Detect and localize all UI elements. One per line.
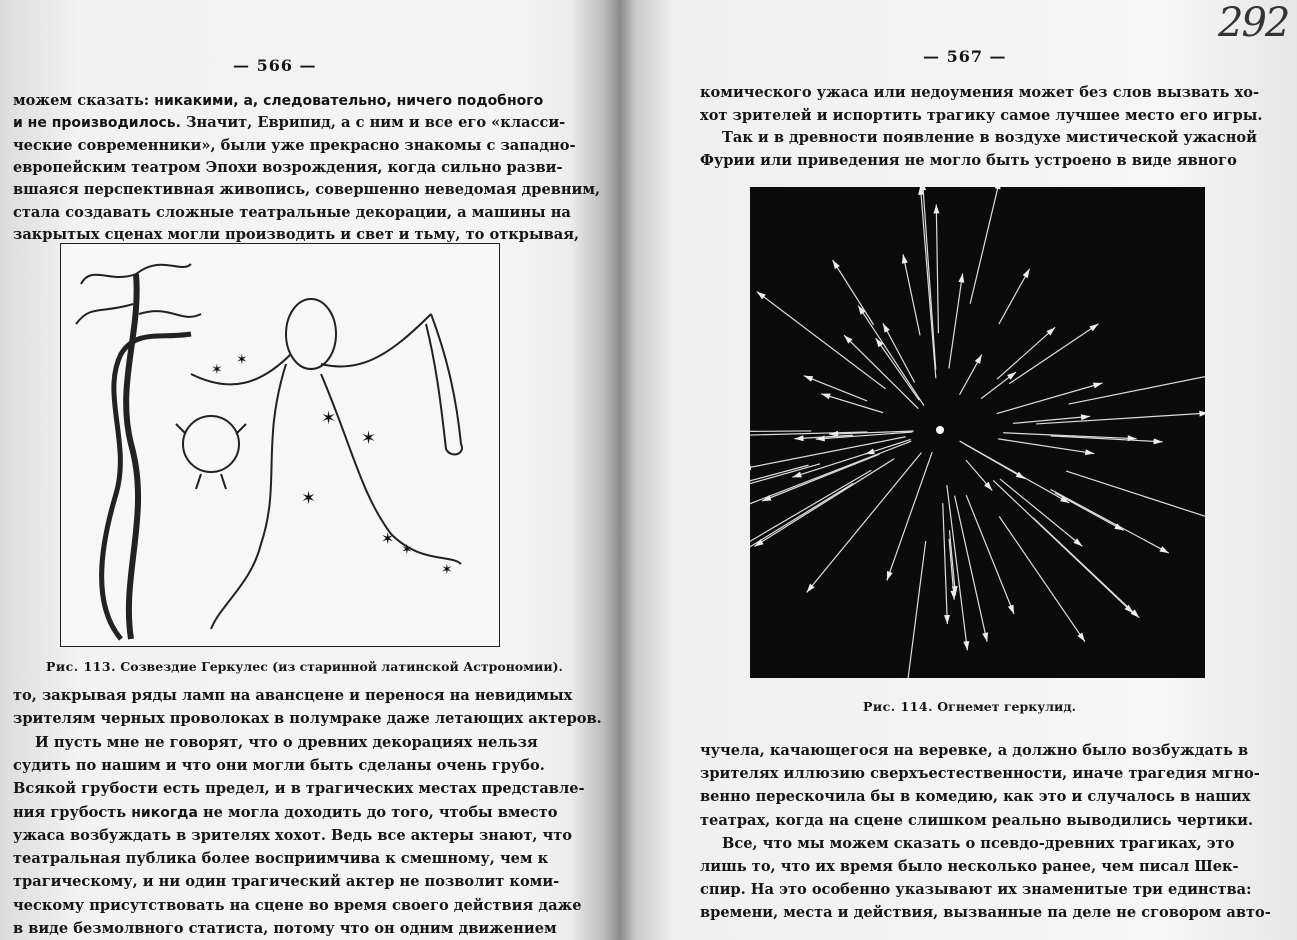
text-line [700, 856, 1239, 878]
text-span: зрителям черных проволоках в полумраке даже летающих актеров. [13, 710, 602, 728]
arrow-mark [1009, 324, 1098, 384]
figure-113-caption [46, 659, 563, 674]
text-line [13, 708, 602, 730]
text-span: ния грубость [13, 803, 132, 821]
text-line [13, 179, 601, 201]
arrow-mark [955, 496, 988, 642]
text-line [722, 833, 1235, 855]
arrow-mark [1066, 471, 1205, 531]
text-span: лишь то, что их время было несколько ранее, чем писал Шек- [700, 858, 1239, 875]
arrow-mark [999, 269, 1030, 324]
text-line [13, 895, 582, 917]
caption-text: Созвездие Геркулес (из старинной латинской Астрономии). [120, 659, 563, 674]
text-line [700, 740, 1249, 762]
text-span: времени, места и действия, вызванные па деле не сговором авто- [700, 904, 1271, 922]
arrow-mark [1036, 411, 1205, 424]
left-page-number: — 566 — [233, 56, 317, 75]
text-line [13, 685, 573, 707]
burst-center [936, 426, 944, 434]
text-span: стала создавать сложные театральные декорации, а машины на [13, 203, 571, 221]
text-span: театрах, когда на сцене слишком реально выводились чертики. [700, 811, 1254, 829]
arrow-mark [981, 372, 1016, 399]
text-line [700, 82, 1260, 104]
caption-label: Рис. 114. [863, 699, 933, 714]
svg-text:✶: ✶ [381, 529, 395, 548]
hercules-engraving [61, 244, 499, 646]
text-span: чучела, качающегося на веревке, а должно было возбуждать в [700, 742, 1249, 759]
svg-text:✶: ✶ [401, 542, 413, 558]
text-span: Так и в древности появление в воздухе мистической ужасной [722, 129, 1257, 146]
svg-text:✶: ✶ [361, 428, 377, 449]
text-span: ческому присутствовать на сцене во время своего действия даже [13, 896, 582, 914]
text-line [13, 90, 544, 112]
text-span: в виде безмолвного статиста, потому что он одним движением [13, 920, 557, 937]
text-span: Все, что мы можем сказать о псевдо-древних трагиках, это [722, 834, 1235, 852]
arrow-mark [901, 541, 925, 678]
arrow-mark [997, 327, 1055, 379]
bold-text: никакими, а, следовательно, ничего подобного [154, 93, 544, 109]
arrow-mark [1033, 518, 1139, 618]
arrow-mark [858, 306, 924, 406]
arrow-mark [807, 453, 922, 593]
text-span: не могла доходить до того, чтобы вместо [197, 803, 558, 821]
text-line [700, 810, 1253, 832]
text-line [13, 802, 558, 824]
text-span: судить по нашим и что они могли быть сделаны очень грубо. [13, 756, 545, 774]
text-line [13, 157, 563, 179]
text-span: венно перескочила бы в комедию, как это и случалось в наших [700, 788, 1251, 806]
text-line [13, 202, 571, 224]
arrow-mark [887, 452, 932, 580]
right-page-number: — 567 — [923, 47, 1007, 66]
text-span: ужаса возбуждать в зрителях хохот. Ведь все актеры знают, что [13, 826, 573, 844]
caption-text: Огнемет геркулид. [937, 699, 1077, 714]
figure-114-caption [863, 699, 1076, 714]
arrow-mark [757, 292, 886, 389]
arrow-mark [998, 439, 1094, 455]
svg-text:✶: ✶ [211, 362, 223, 378]
text-span: закрытых сценах могли производить и свет и тьму, то открывая, [13, 225, 580, 243]
text-span: комического ужаса или недоумения может без слов вызвать хо- [700, 84, 1260, 101]
svg-text:✶: ✶ [441, 562, 453, 578]
text-span: вшаяся перспективная живопись, совершенно неведомая древним, [13, 181, 601, 199]
arrow-mark [918, 187, 936, 378]
arrow-mark [999, 517, 1085, 642]
text-line [13, 918, 557, 940]
arrow-mark [754, 459, 894, 547]
arrow-mark [804, 376, 867, 401]
text-span: хот зрителей и испортить трагику самое лучшее место его игры. [700, 106, 1263, 124]
arrow-mark [865, 439, 910, 454]
text-span: зрителях иллюзию сверхъестественности, иначе трагедия мгно- [700, 765, 1260, 783]
bold-text: и не производилось. [13, 115, 181, 132]
arrow-mark [883, 323, 915, 382]
figure-hercules-constellation [60, 243, 500, 647]
text-span: И пусть мне не говорят, что о древних декорациях нельзя [35, 733, 538, 751]
arrow-mark [949, 273, 964, 368]
text-line [13, 871, 560, 893]
text-span: Всякой грубости есть предел, и в трагических местах представле- [13, 780, 585, 798]
text-line [13, 848, 549, 870]
text-span: спир. На это особенно указывают их знаменитые три единства: [700, 881, 1252, 899]
arrow-mark [1013, 414, 1090, 423]
arrow-mark [960, 355, 982, 395]
text-span: Значит, Еврипид, а с ним и все его «класси- [180, 114, 566, 132]
arrow-mark [902, 254, 920, 335]
text-span: то, закрывая ряды ламп на авансцене и перенося на невидимых [13, 687, 573, 704]
arrow-mark [966, 460, 992, 490]
arrow-mark [970, 187, 1000, 304]
text-span: трагическому, и ни один трагический актер не позволит коми- [13, 873, 560, 891]
arrow-mark [966, 495, 1014, 614]
arrow-mark [821, 394, 883, 413]
text-line [700, 879, 1252, 901]
svg-text:✶: ✶ [321, 408, 337, 429]
arrow-mark [933, 204, 939, 333]
text-span: театральная публика более восприимчива к смешному, чем к [13, 850, 549, 868]
text-line [35, 732, 538, 754]
text-line [722, 127, 1257, 149]
arrow-mark [964, 444, 1025, 479]
text-span: Фурии или приведения не могло быть устроено в виде явного [700, 151, 1237, 169]
text-line [700, 763, 1260, 785]
arrow-mark [750, 437, 906, 470]
text-line [700, 786, 1251, 808]
handwritten-page-number: 292 [1218, 0, 1289, 46]
arrow-mark [1055, 493, 1124, 531]
text-line [13, 825, 573, 847]
text-span: европейским театром Эпохи возрождения, когда сильно разви- [13, 158, 563, 176]
text-line [13, 135, 576, 157]
text-line [700, 105, 1263, 127]
caption-label: Рис. 113. [46, 659, 116, 674]
arrow-mark [833, 260, 874, 325]
arrow-mark [943, 503, 950, 624]
svg-text:✶: ✶ [301, 488, 317, 509]
bold-text: никогда [131, 804, 198, 821]
arrow-mark [997, 383, 1103, 414]
radiating-arrows-burst [750, 187, 1205, 678]
text-line [13, 755, 545, 777]
arrow-mark [1069, 368, 1205, 404]
text-line [13, 778, 585, 800]
svg-text:✶: ✶ [236, 352, 248, 368]
text-span: можем сказать: [13, 92, 155, 109]
figure-fire-hercules [750, 187, 1205, 678]
text-line [700, 150, 1237, 172]
text-span: ческие современники», были уже прекрасно знакомы с западно- [13, 136, 576, 154]
text-line [13, 112, 566, 134]
arrow-mark [876, 338, 919, 400]
text-line [700, 902, 1271, 924]
